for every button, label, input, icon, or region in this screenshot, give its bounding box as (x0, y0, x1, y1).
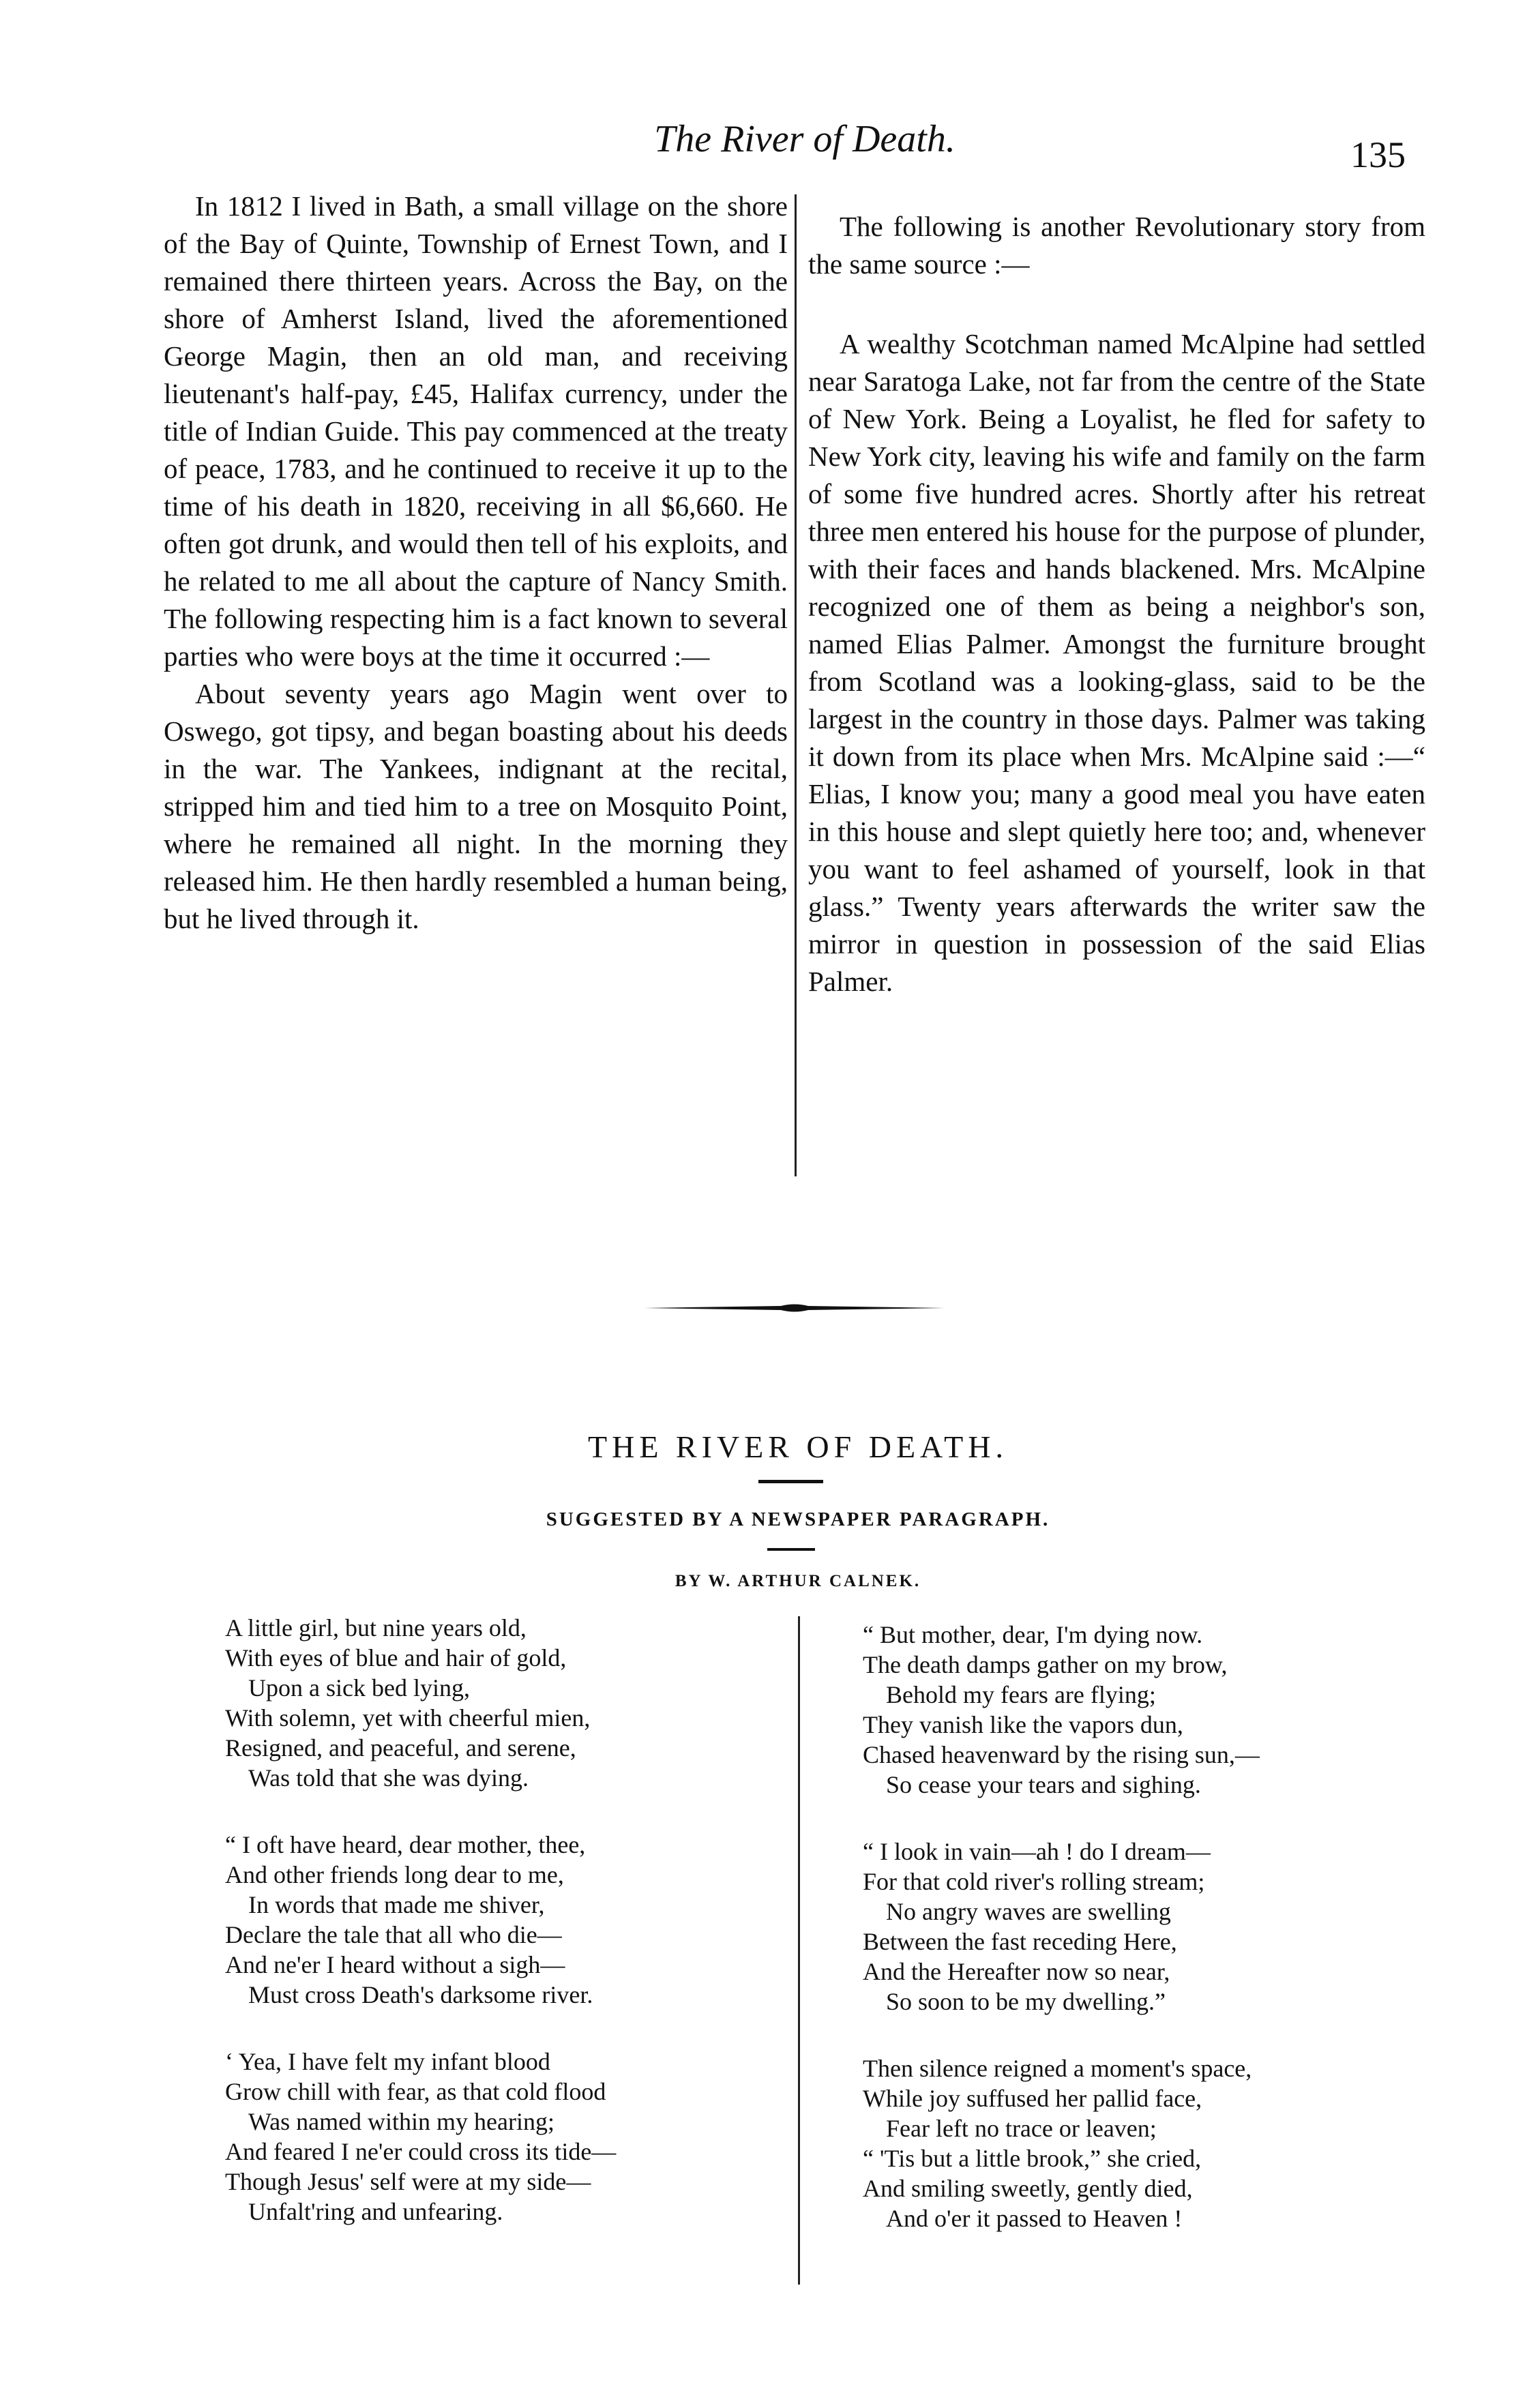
verse-line: So cease your tears and sighing. (886, 1771, 1201, 1798)
verse-line: With solemn, yet with cheerful mien, (225, 1704, 591, 1731)
running-head: The River of Death. (654, 118, 956, 160)
left-column (164, 188, 788, 938)
verse-line: Was told that she was dying. (248, 1764, 529, 1792)
verse-line: They vanish like the vapors dun, (863, 1711, 1183, 1738)
stanza (863, 1837, 1422, 2017)
verse-line: A little girl, but nine years old, (225, 1614, 527, 1641)
verse-line: And feared I ne'er could cross its tide— (225, 2138, 617, 2165)
verse-line: And smiling sweetly, gently died, (863, 2175, 1193, 2202)
verse-line: No angry waves are swelling (886, 1898, 1171, 1925)
verse-line: The death damps gather on my brow, (863, 1651, 1228, 1678)
verse-line: Declare the tale that all who die— (225, 1921, 562, 1948)
verse-line: Grow chill with fear, as that cold flood (225, 2078, 606, 2105)
stanza (225, 2047, 771, 2227)
right-column (808, 208, 1425, 1000)
subtitle-rule (767, 1548, 815, 1551)
verse-line: And o'er it passed to Heaven ! (886, 2205, 1183, 2232)
verse-line: “ 'Tis but a little brook,” she cried, (863, 2145, 1202, 2172)
paragraph: The following is another Revolutionary story from the same source :— (808, 211, 1425, 280)
poem-left-column (225, 1613, 771, 2263)
poem-title: THE RIVER OF DEATH. (588, 1429, 1008, 1464)
stanza (225, 1830, 771, 2010)
verse-line: So soon to be my dwelling.” (886, 1988, 1166, 2015)
verse-line: Unfalt'ring and unfearing. (248, 2198, 503, 2225)
verse-line: Chased heavenward by the rising sun,— (863, 1741, 1260, 1768)
paragraph: About seventy years ago Magin went over to Oswego, got tipsy, and began boasting about his deeds in the war. The Yankees, indignant at the recital, stripped him and tied him to a tree on Mosquito Point, where he remained all night. In the morning they released him. He then hardly resembled a human being, but he lived through it. (164, 678, 788, 934)
section-ornament (645, 1303, 945, 1313)
poem-subtitle: SUGGESTED BY A NEWSPAPER PARAGRAPH. (546, 1508, 1050, 1530)
poem-column-divider (798, 1616, 800, 2285)
verse-line: Was named within my hearing; (248, 2108, 554, 2135)
page-number: 135 (1350, 134, 1406, 175)
verse-line: And other friends long dear to me, (225, 1861, 564, 1888)
verse-line: While joy suffused her pallid face, (863, 2085, 1202, 2112)
paragraph: In 1812 I lived in Bath, a small village on the shore of the Bay of Quinte, Township of Ernest Town, and I remained there thirteen years. Across the Bay, on the shore of Amherst Island, lived the aforementioned George Magin, then an old man, and receiving lieutenant's half-pay, £45, Halifax currency, under the title of Indian Guide. This pay commenced at the treaty of peace, 1783, and he continued to receive it up to the time of his death in 1820, receiving in all $6,660. He often got drunk, and would then tell of his exploits, and he related to me all about the capture of Nancy Smith. The following respecting him is a fact known to several parties who were boys at the time it occurred :— (164, 190, 788, 672)
verse-line: Must cross Death's darksome river. (248, 1981, 593, 2008)
verse-line: For that cold river's rolling stream; (863, 1868, 1205, 1895)
stanza (863, 2053, 1422, 2233)
verse-line: Upon a sick bed lying, (248, 1674, 470, 1701)
verse-line: “ I look in vain—ah ! do I dream— (863, 1838, 1211, 1865)
verse-line: With eyes of blue and hair of gold, (225, 1644, 567, 1671)
verse-line: “ But mother, dear, I'm dying now. (863, 1621, 1203, 1648)
verse-line: And the Hereafter now so near, (863, 1958, 1170, 1985)
stanza (863, 1620, 1422, 1800)
verse-line: And ne'er I heard without a sigh— (225, 1951, 565, 1978)
verse-line: Though Jesus' self were at my side— (225, 2168, 591, 2195)
paragraph: A wealthy Scotchman named McAlpine had settled near Saratoga Lake, not far from the centre of the State of New York. Being a Loyalist, he fled for safety to New York city, leaving his wife and family on the farm of some five hundred acres. Shortly after his retreat three men entered his house for the purpose of plunder, with their faces and hands blackened. Mrs. McAlpine recognized one of them as being a neighbor's son, named Elias Palmer. Amongst the furniture brought from Scotland was a looking-glass, said to be the largest in the country in those days. Palmer was taking it down from its place when Mrs. McAlpine said :—“ Elias, I know you; many a good meal you have eaten in this house and slept quietly here too; and, whenever you want to feel ashamed of yourself, look in that glass.” Twenty years afterwards the writer saw the mirror in question in possession of the said Elias Palmer. (808, 328, 1425, 997)
title-rule (758, 1480, 823, 1483)
verse-line: Between the fast receding Here, (863, 1928, 1177, 1955)
stanza (225, 1613, 771, 1793)
column-divider (795, 194, 797, 1176)
verse-line: Resigned, and peaceful, and serene, (225, 1734, 576, 1762)
poem-right-column (863, 1620, 1422, 2270)
poem-byline: BY W. ARTHUR CALNEK. (675, 1572, 921, 1590)
verse-line: Then silence reigned a moment's space, (863, 2055, 1252, 2082)
verse-line: “ I oft have heard, dear mother, thee, (225, 1831, 586, 1858)
verse-line: Behold my fears are flying; (886, 1681, 1156, 1708)
verse-line: In words that made me shiver, (248, 1891, 545, 1918)
verse-line: ‘ Yea, I have felt my infant blood (225, 2048, 550, 2075)
verse-line: Fear left no trace or leaven; (886, 2115, 1157, 2142)
